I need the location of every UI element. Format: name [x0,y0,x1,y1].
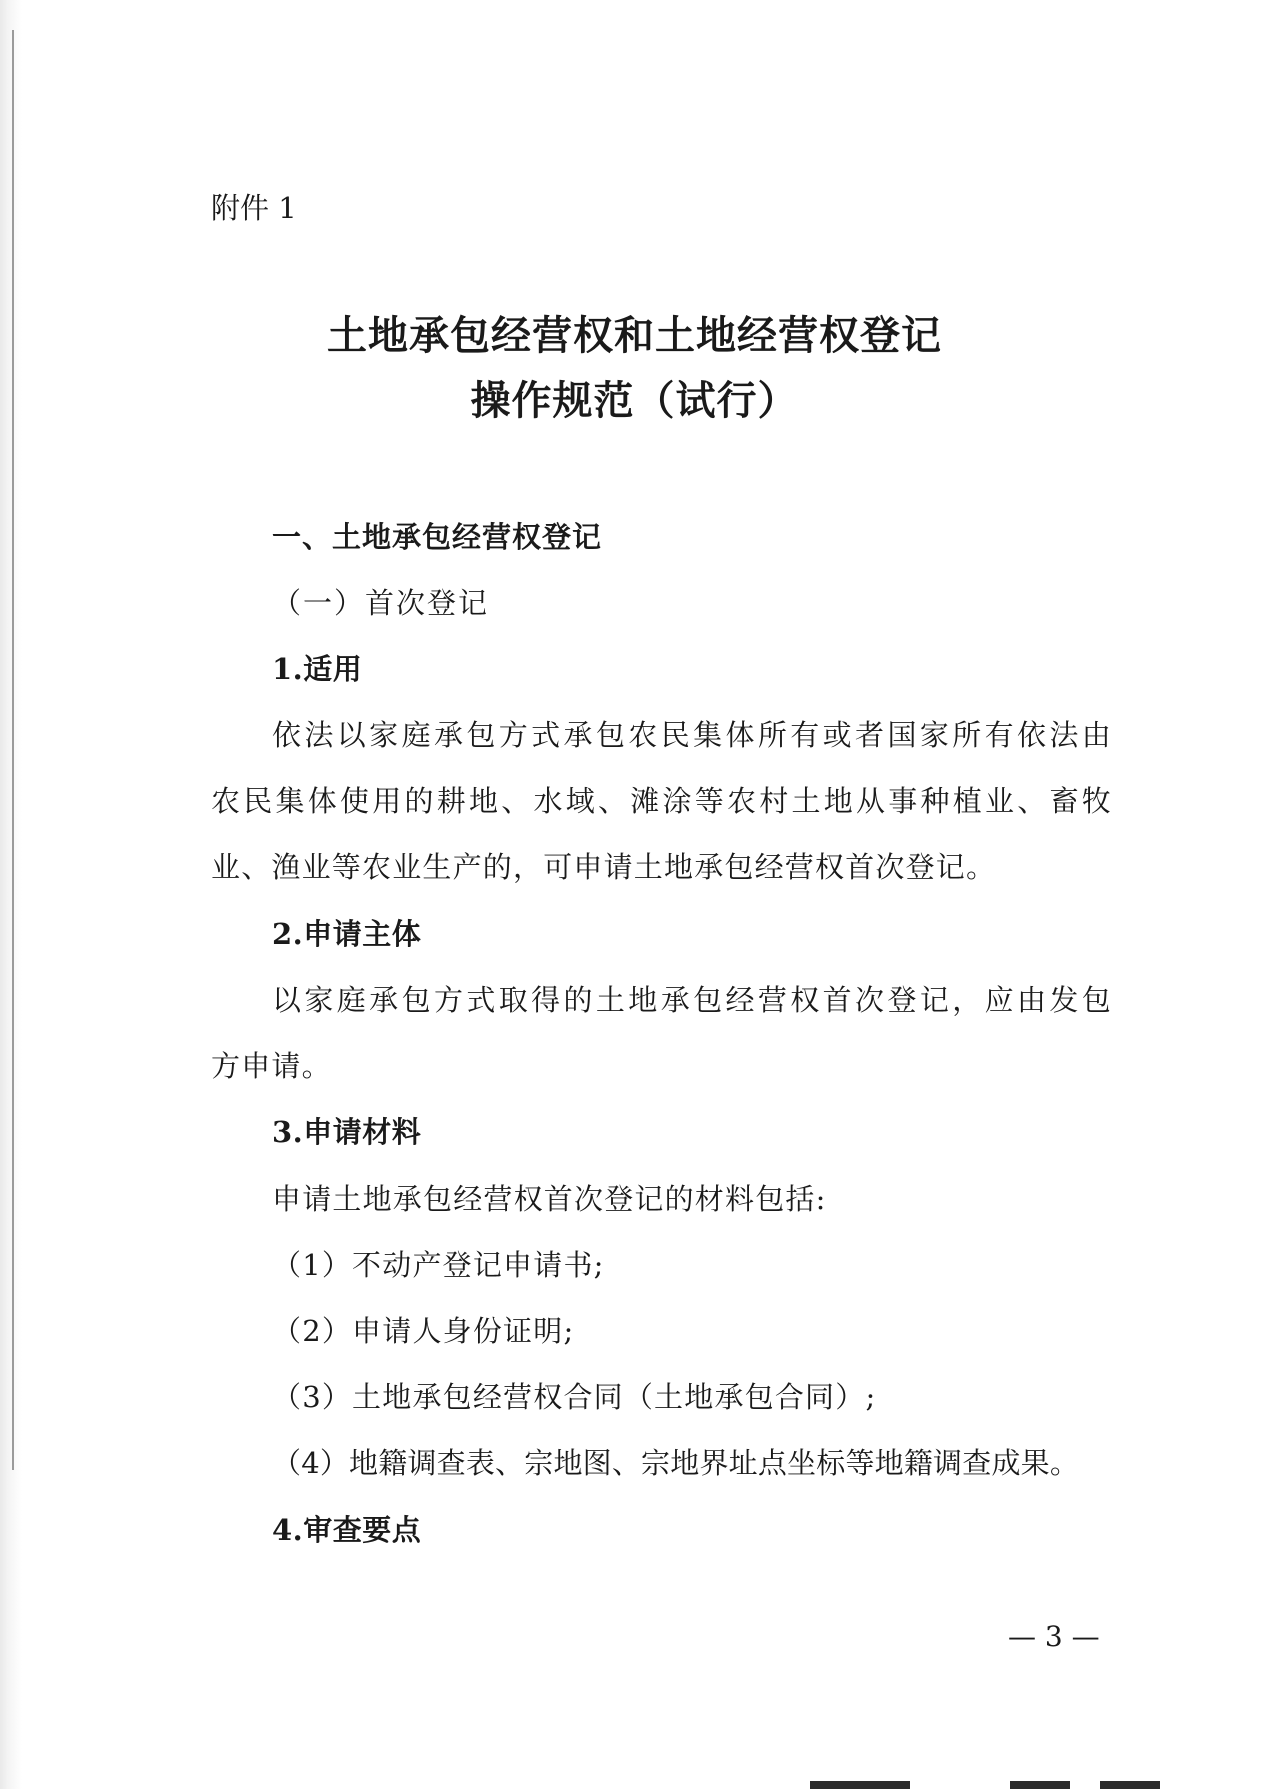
list-item: （3）土地承包经营权合同（土地承包合同）; [272,1380,877,1414]
page-number: — 3 — [1008,1620,1100,1653]
item-heading-review: 4.审查要点 [272,1513,422,1547]
list-item: （1）不动产登记申请书; [272,1248,605,1282]
scan-bottom-mark [1100,1781,1160,1789]
document-title-line-1: 土地承包经营权和土地经营权登记 [327,312,942,359]
document-title-line-2: 操作规范（试行） [470,377,799,424]
scan-bottom-mark [1010,1781,1070,1789]
paragraph-line: 农民集体使用的耕地、水域、滩涂等农村土地从事种植业、畜牧 [211,784,1112,818]
attachment-label: 附件 1 [211,191,297,225]
paragraph-line: 申请土地承包经营权首次登记的材料包括: [272,1182,827,1216]
paragraph-line: 方申请。 [211,1049,332,1083]
scan-bottom-mark [810,1781,910,1789]
subsection-heading: （一）首次登记 [272,586,490,620]
item-heading-applicability: 1.适用 [272,652,363,686]
paragraph-line: 依法以家庭承包方式承包农民集体所有或者国家所有依法由 [272,718,1112,752]
paragraph-line: 业、渔业等农业生产的，可申请土地承包经营权首次登记。 [211,850,997,884]
section-heading: 一、土地承包经营权登记 [272,520,603,554]
item-heading-applicant: 2.申请主体 [272,917,422,951]
list-item: （4）地籍调查表、宗地图、宗地界址点坐标等地籍调查成果。 [272,1446,1080,1480]
list-item: （2）申请人身份证明; [272,1314,575,1348]
paragraph-line: 以家庭承包方式取得的土地承包经营权首次登记，应由发包 [272,983,1112,1017]
item-heading-materials: 3.申请材料 [272,1115,422,1149]
